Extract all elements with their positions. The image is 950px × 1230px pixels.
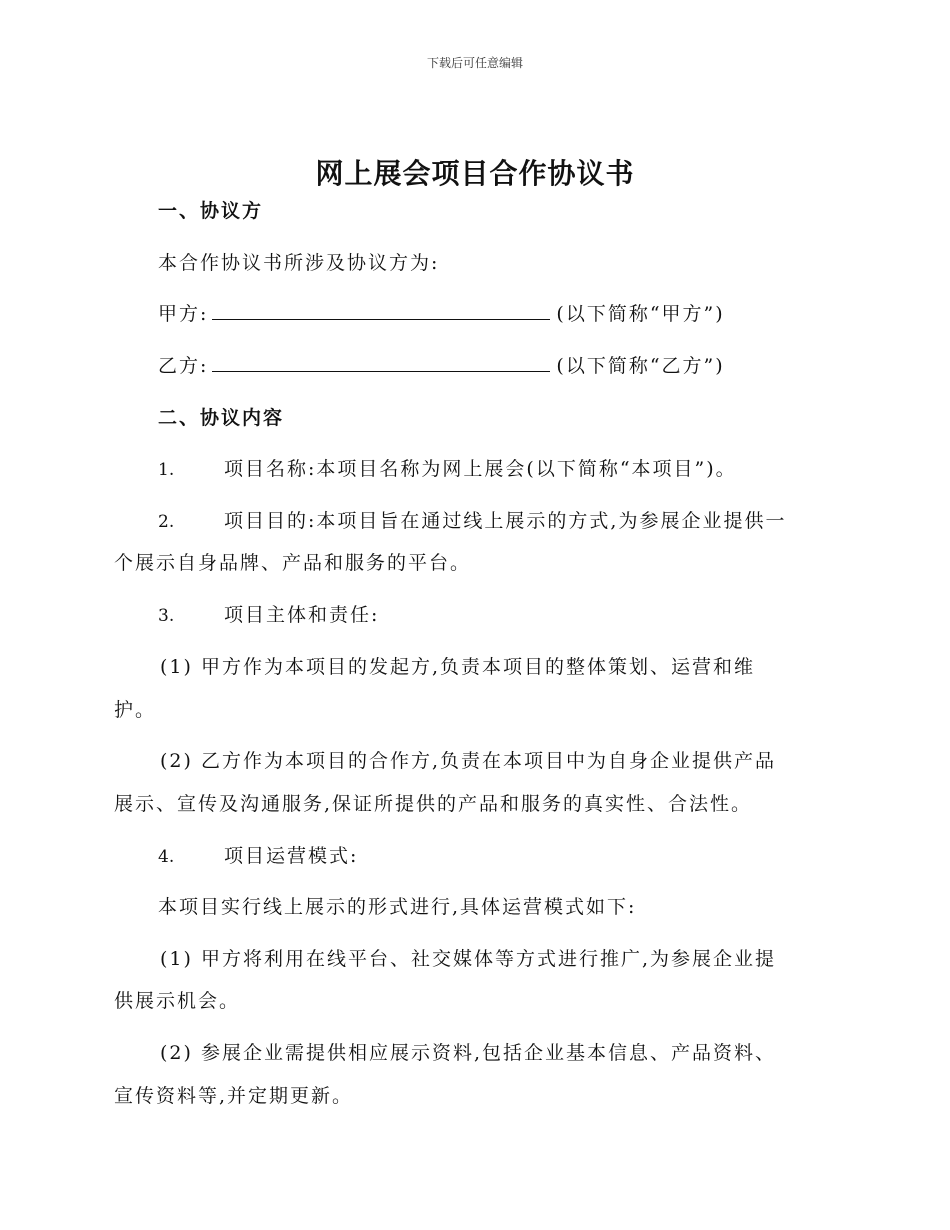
section-heading-content: 二、协议内容	[158, 407, 285, 429]
item-4-text: 项目运营模式:	[224, 845, 359, 867]
party-a-blank	[212, 301, 550, 320]
parties-intro: 本合作协议书所涉及协议方为:	[158, 252, 440, 274]
party-b-blank	[212, 353, 550, 372]
item-2-number: 2.	[158, 512, 175, 532]
item-3-number: 3.	[158, 606, 175, 626]
item-4-sub-2-line-2: 宣传资料等,并定期更新。	[114, 1085, 354, 1107]
party-b-label: 乙方:	[158, 355, 209, 377]
item-3-sub-1-line-2: 护。	[114, 699, 157, 721]
item-4-sub-1-line-2: 供展示机会。	[114, 990, 241, 1012]
party-b-suffix: (以下简称“乙方”)	[556, 355, 725, 377]
party-a-suffix: (以下简称“甲方”)	[556, 303, 725, 325]
item-3-sub-1-line-1: (1) 甲方作为本项目的发起方,负责本项目的整体策划、运营和维	[160, 656, 755, 678]
header-note: 下载后可任意编辑	[426, 56, 523, 70]
party-b-line	[158, 353, 725, 379]
item-3-sub-2-line-2: 展示、宣传及沟通服务,保证所提供的产品和服务的真实性、合法性。	[114, 793, 753, 815]
item-4	[158, 843, 358, 870]
party-a-label: 甲方:	[158, 303, 209, 325]
document-title: 网上展会项目合作协议书	[315, 157, 635, 190]
item-1-number: 1.	[158, 460, 175, 480]
item-4-number: 4.	[158, 847, 175, 867]
item-3	[158, 602, 379, 629]
item-3-sub-2-line-1: (2) 乙方作为本项目的合作方,负责在本项目中为自身企业提供产品	[160, 750, 776, 772]
item-2-line-2: 个展示自身品牌、产品和服务的平台。	[114, 552, 472, 574]
party-a-line	[158, 301, 725, 327]
item-2-text-1: 项目目的:本项目旨在通过线上展示的方式,为参展企业提供一	[224, 510, 787, 532]
item-2-line-1	[158, 508, 786, 535]
item-1-text: 项目名称:本项目名称为网上展会(以下简称“本项目”)。	[224, 458, 737, 480]
item-1	[158, 456, 737, 483]
item-4-intro: 本项目实行线上展示的形式进行,具体运营模式如下:	[158, 896, 637, 918]
item-4-sub-2-line-1: (2) 参展企业需提供相应展示资料,包括企业基本信息、产品资料、	[160, 1042, 776, 1064]
item-4-sub-1-line-1: (1) 甲方将利用在线平台、社交媒体等方式进行推广,为参展企业提	[160, 948, 776, 970]
section-heading-parties: 一、协议方	[158, 200, 264, 222]
item-3-text: 项目主体和责任:	[224, 604, 380, 626]
